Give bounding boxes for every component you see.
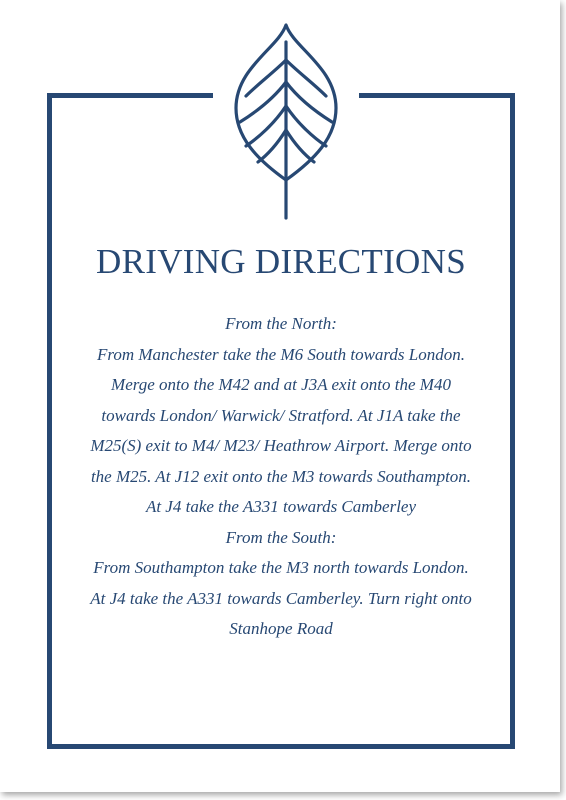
direction-line: At J4 take the A331 towards Camberley <box>145 497 417 516</box>
direction-line: From Manchester take the M6 South towards London. <box>97 344 465 364</box>
section-heading-north: From the North: <box>225 314 337 333</box>
direction-line: towards London/ Warwick/ Stratford. At J1A take the <box>101 405 461 425</box>
leaf-icon <box>228 20 344 220</box>
directions-text <box>52 309 510 645</box>
direction-line: At J4 take the A331 towards Camberley. Turn right onto <box>90 588 472 608</box>
direction-line: M25(S) exit to M4/ M23/ Heathrow Airport. Merge onto <box>90 436 472 455</box>
direction-line: the M25. At J12 exit onto the M3 towards Southampton. <box>90 466 472 486</box>
direction-line: From Southampton take the M3 north towards London. <box>93 558 469 577</box>
direction-line: Stanhope Road <box>229 619 333 638</box>
direction-line: Merge onto the M42 and at J3A exit onto the M40 <box>111 375 451 394</box>
page-title: DRIVING DIRECTIONS <box>96 242 466 281</box>
section-heading-south: From the South: <box>225 527 337 547</box>
